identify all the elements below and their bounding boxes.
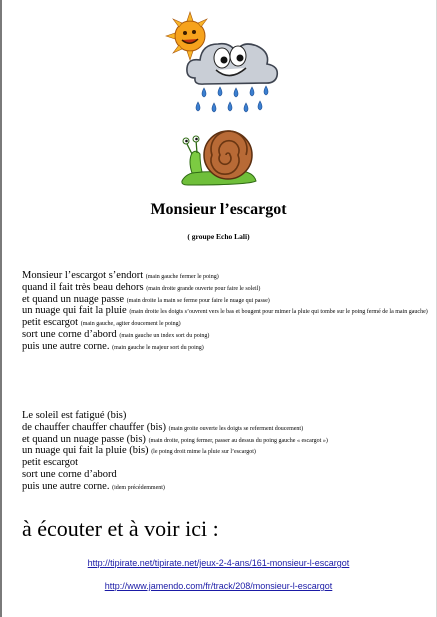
tipirate-link[interactable]: http://tipirate.net/tipirate.net/jeux-2-4-ans/161-monsieur-l-escargot	[87, 558, 350, 568]
gesture-note: (main gauche le majeur sort du poing)	[112, 344, 204, 351]
gesture-note: (main groite ouverte les doigts se referment doucement)	[168, 425, 304, 432]
verse-line	[22, 341, 430, 353]
gesture-note: (main droite la main se ferme pour faire le nuage qui passe)	[126, 297, 270, 304]
lyric-text: Le soleil est fatigué (bis)	[22, 410, 127, 421]
verse-line	[22, 434, 430, 446]
lyric-text: sort une corne d’abord	[22, 468, 117, 480]
sun-icon	[166, 12, 207, 60]
lyric-text: un nuage qui fait la pluie	[22, 305, 127, 317]
verse-line	[22, 422, 430, 434]
verse-line	[22, 445, 430, 457]
lyric-text: un nuage qui fait la pluie (bis)	[22, 445, 149, 457]
verse-line	[22, 469, 430, 481]
verse-line	[22, 329, 430, 341]
lyric-text: petit escargot	[22, 457, 79, 468]
jamendo-link[interactable]: http://www.jamendo.com/fr/track/208/monsieur-l-escargot	[104, 581, 333, 591]
lyric-text: quand il fait très beau dehors	[22, 281, 144, 293]
verse-2	[22, 410, 430, 492]
lyric-text: sort une corne d’abord	[22, 328, 117, 340]
cloud-icon	[187, 44, 277, 84]
verse-line	[22, 270, 430, 282]
page-subtitle: ( groupe Echo Lali)	[187, 232, 250, 241]
snail-illustration	[178, 127, 260, 189]
gesture-note: (main gauche, agiter doucement le poing)	[80, 321, 181, 327]
gesture-note: (le poing droit mime la pluie sur l’escargot)	[151, 449, 256, 456]
gesture-note: (main droite grande ouverte pour faire le soleil)	[146, 285, 261, 292]
page-title: Monsieur l’escargot	[150, 201, 287, 218]
verse-line	[22, 282, 430, 294]
verse-line	[22, 305, 430, 317]
verse-line	[22, 481, 430, 493]
lyric-text: puis une autre corne.	[22, 480, 110, 492]
verse-line	[22, 457, 430, 469]
listen-heading: à écouter et à voir ici :	[22, 516, 219, 541]
lyric-text: Monsieur l’escargot s’endort	[22, 270, 144, 281]
lyric-text: et quand un nuage passe	[22, 293, 125, 305]
gesture-note: (main gauche fermer le poing)	[145, 274, 219, 280]
gesture-note: (idem précédemment)	[112, 484, 165, 491]
gesture-note: (main droite, poing fermer, passer au dessus du poing gauche « escargot »)	[148, 437, 328, 444]
verse-line	[22, 317, 430, 329]
gesture-note: (main gauche un index sort du poing)	[119, 332, 210, 339]
lyric-text: petit escargot	[22, 317, 79, 328]
rain-drops	[196, 86, 268, 112]
lyric-text: puis une autre corne.	[22, 340, 110, 352]
lyric-text: de chauffer chauffer chauffer (bis)	[22, 421, 167, 433]
sun-cloud-rain-illustration	[160, 6, 285, 118]
gesture-note: (main droite les doigts s’ouvrent vers le bas et bougent pour mimer la pluie qui tombe sur le poing fermé de la main gauche)	[129, 309, 428, 316]
verse-line	[22, 294, 430, 306]
page-left-border	[0, 0, 2, 617]
lyric-text: et quand un nuage passe (bis)	[22, 433, 146, 445]
verse-1	[22, 270, 430, 352]
verse-line	[22, 410, 430, 422]
